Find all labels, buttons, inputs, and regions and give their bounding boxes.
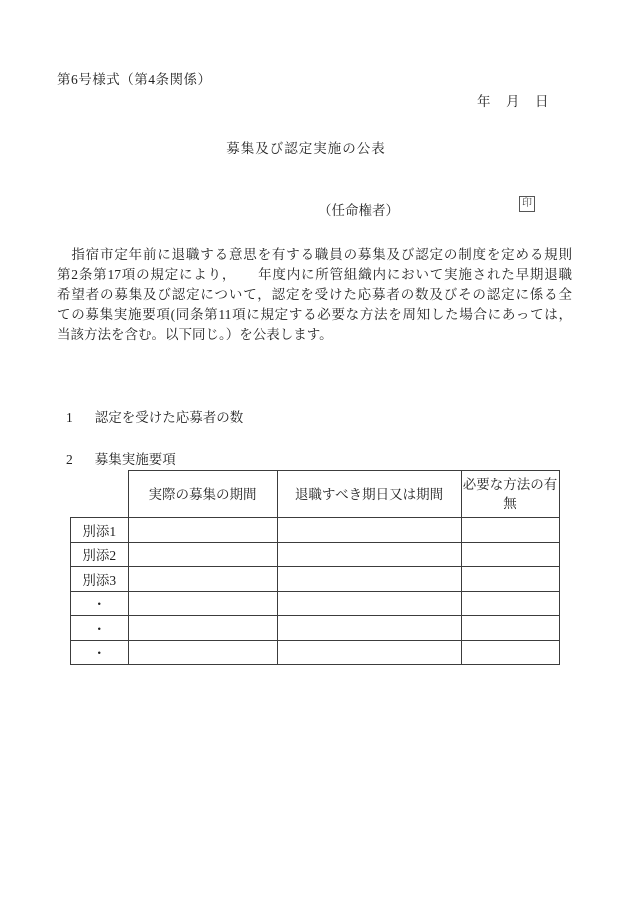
table-row	[71, 518, 560, 543]
table-cell	[277, 567, 461, 592]
row-label: ・	[71, 616, 129, 641]
paragraph-line: 第2条第17項の規定により， 年度内に所管組織内において実施された早期退職	[57, 267, 572, 282]
paragraph-line: 指宿市定年前に退職する意思を有する職員の募集及び認定の制度を定める規則	[57, 247, 572, 262]
table-cell	[277, 542, 461, 567]
date-blank-line: 年 月 日	[477, 94, 550, 109]
table-row	[71, 542, 560, 567]
table-cell	[277, 640, 461, 665]
table-cell	[128, 591, 277, 616]
table-cell	[128, 640, 277, 665]
table-row	[71, 640, 560, 665]
section-label: 認定を受けた応募者の数	[94, 410, 244, 425]
row-label: 別添3	[71, 567, 129, 592]
table-header-row	[71, 471, 560, 518]
section-label: 募集実施要項	[94, 452, 176, 467]
table-corner-cell	[71, 471, 129, 518]
paragraph-line: ての募集実施要項(同条第11項に規定する必要な方法を周知した場合にあっては，	[57, 307, 572, 322]
table-cell	[461, 640, 559, 665]
table-cell	[277, 616, 461, 641]
row-label: ・	[71, 640, 129, 665]
row-label: 別添1	[71, 518, 129, 543]
document-title: 募集及び認定実施の公表	[226, 141, 386, 156]
header-actual-period: 実際の募集の期間	[128, 471, 277, 518]
table-row	[71, 616, 560, 641]
header-method-required: 必要な方法の有無	[461, 471, 559, 518]
table-cell	[461, 542, 559, 567]
table-cell	[461, 567, 559, 592]
table-cell	[128, 567, 277, 592]
appointer-label: （任命権者）	[318, 203, 399, 218]
body-paragraph	[57, 245, 572, 345]
table-row	[71, 591, 560, 616]
paragraph-line: 希望者の募集及び認定について，認定を受けた応募者の数及びその認定に係る全	[57, 287, 572, 302]
table-row	[71, 567, 560, 592]
seal-mark: 印	[519, 196, 535, 212]
table-cell	[128, 616, 277, 641]
table-cell	[128, 542, 277, 567]
header-retirement-date: 退職すべき期日又は期間	[277, 471, 461, 518]
row-label: 別添2	[71, 542, 129, 567]
table-cell	[461, 518, 559, 543]
table-cell	[461, 591, 559, 616]
section-number: 2	[66, 452, 73, 467]
section-applicant-count	[66, 406, 243, 426]
row-label: ・	[71, 591, 129, 616]
form-number-label: 第6号様式（第4条関係）	[57, 72, 212, 87]
table-cell	[128, 518, 277, 543]
table-cell	[461, 616, 559, 641]
section-recruitment-guidelines	[66, 448, 176, 468]
paragraph-line: 当該方法を含む。以下同じ。）を公表します。	[57, 327, 333, 342]
table-cell	[277, 518, 461, 543]
section-number: 1	[66, 410, 73, 425]
table-cell	[277, 591, 461, 616]
recruitment-table	[70, 470, 560, 665]
